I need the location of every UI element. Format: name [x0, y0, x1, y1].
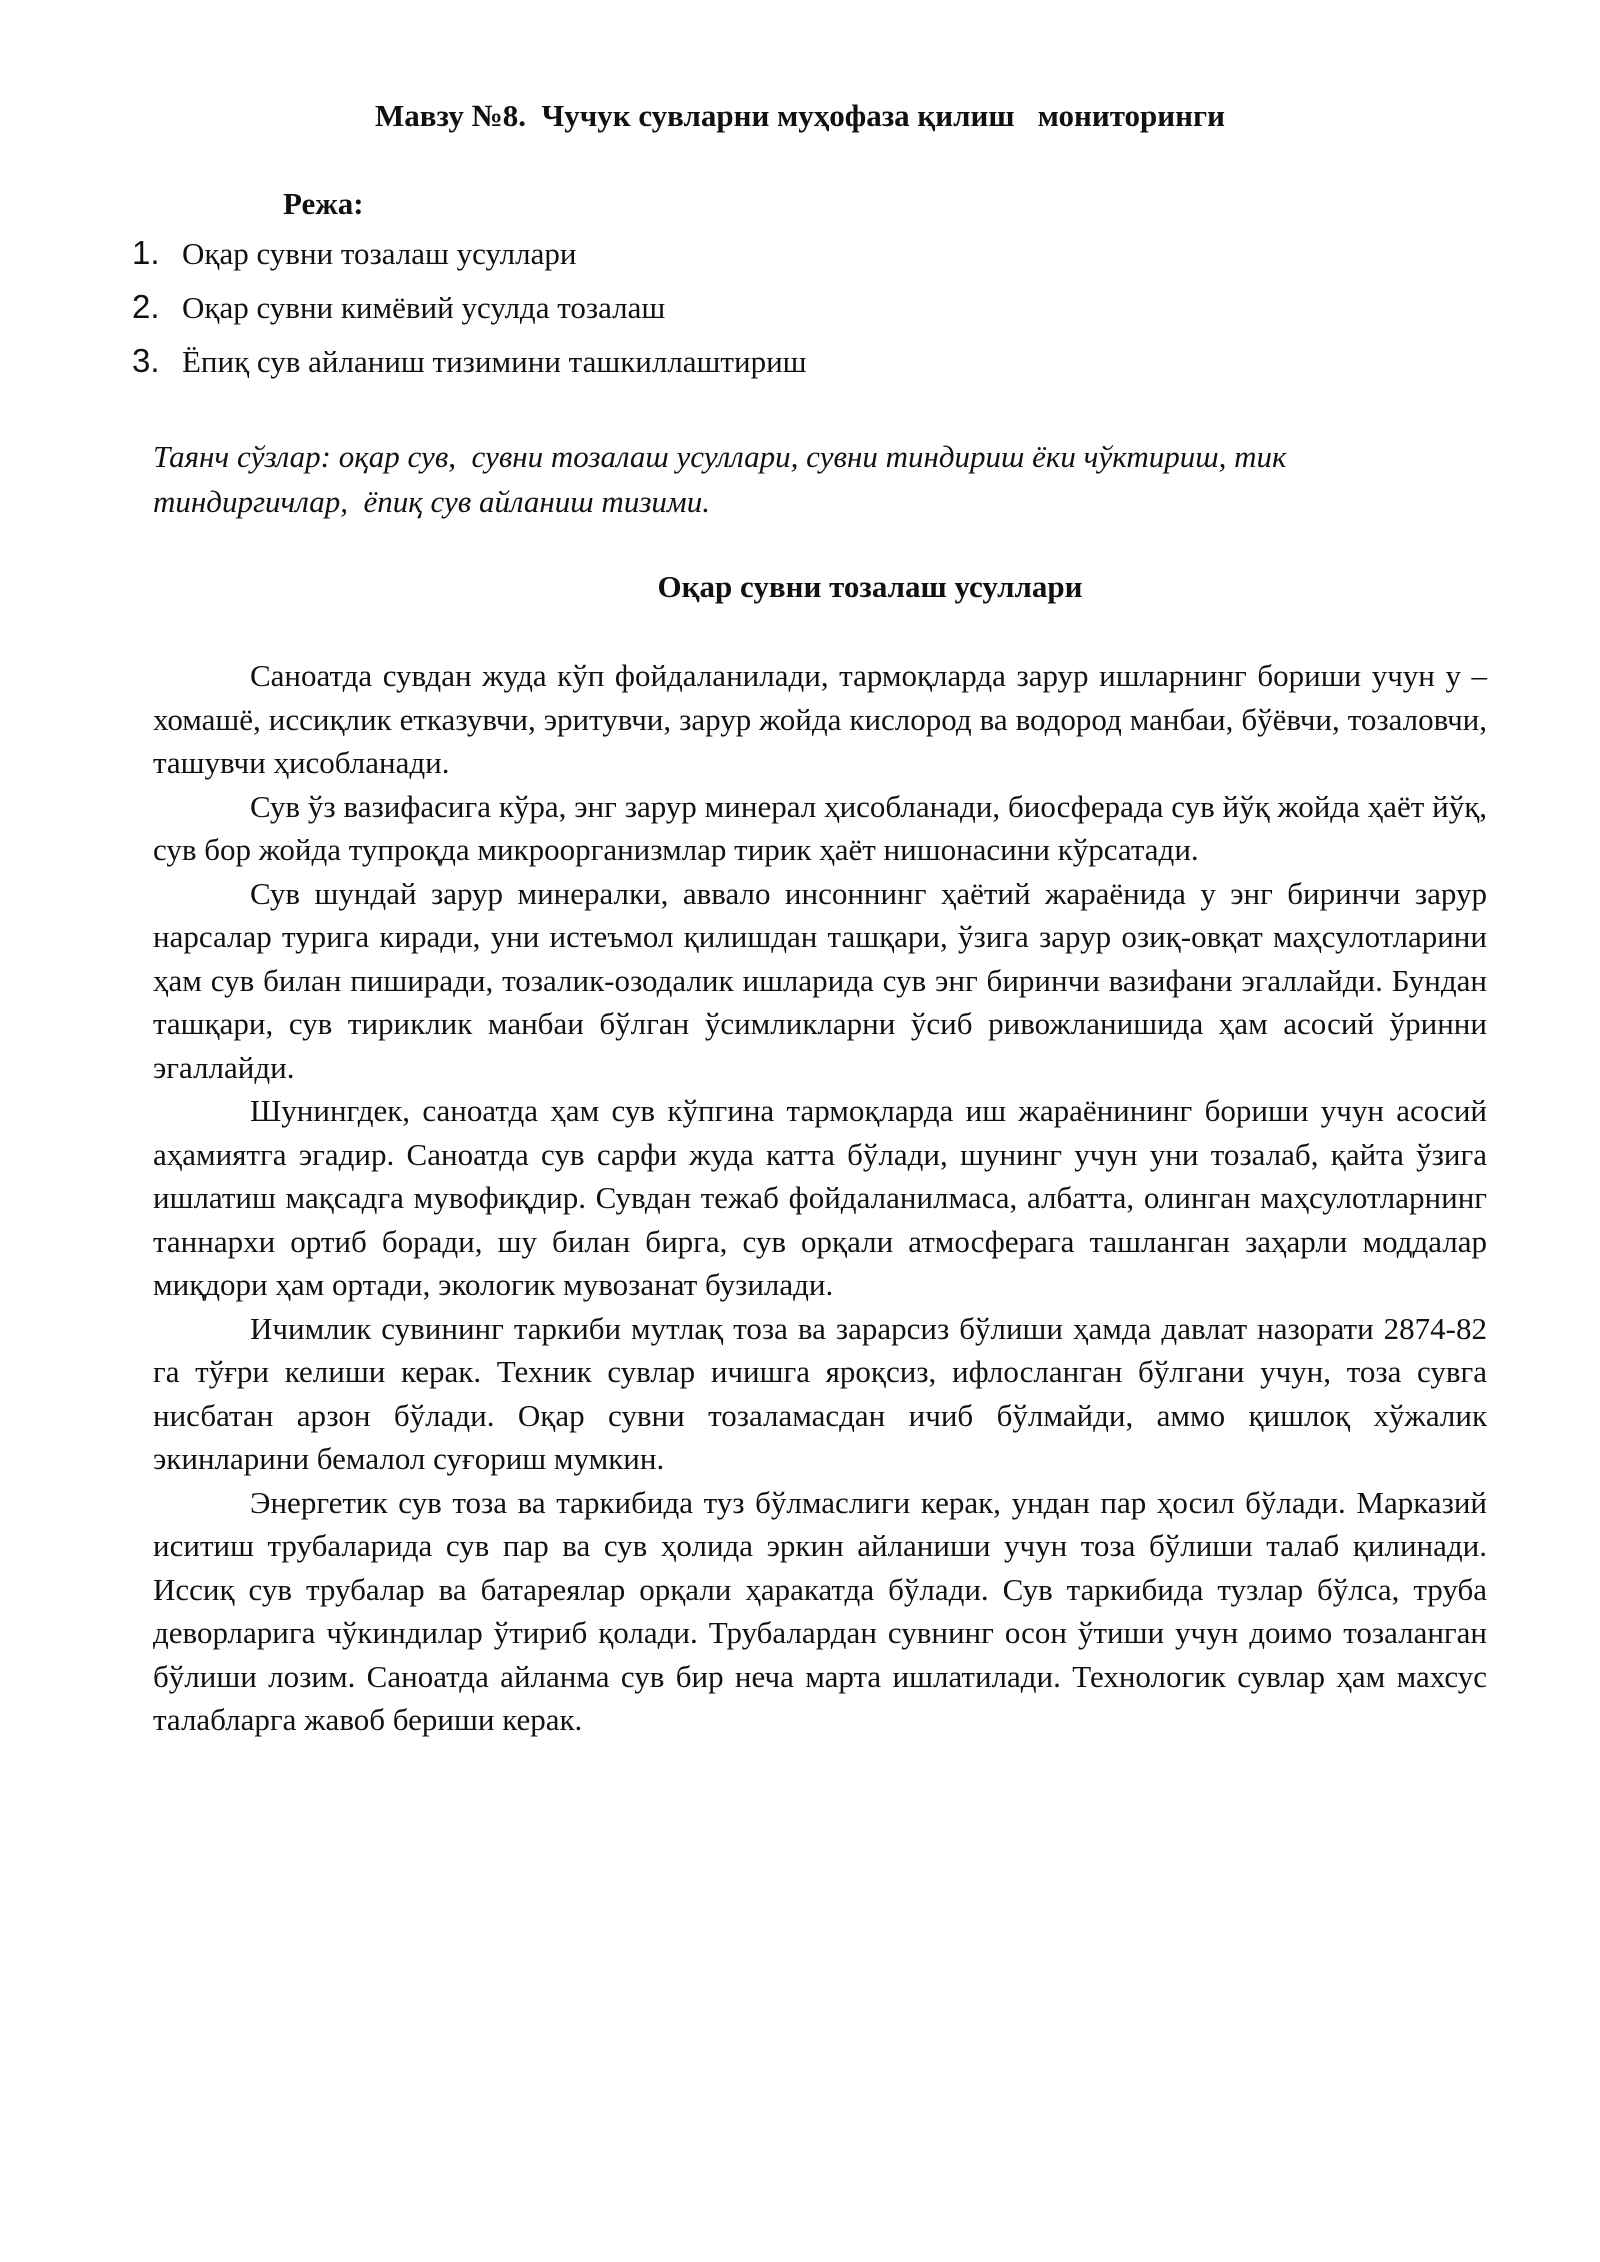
body-paragraph: Сув шундай зарур минералки, аввало инсоннинг ҳаётий жараёнида у энг биринчи зарур нарсалар турига киради, уни истеъмол қилишдан ташқари, ўзига зарур озиқ-овқат маҳсулотларини ҳам сув билан пиширади, тозалик-озодалик ишларида сув энг биринчи вазифани эгаллайди. Бундан ташқари, сув тириклик манбаи бўлган ўсимликларни ўсиб ривожланишида ҳам асосий ўринни эгаллайди.: [153, 875, 1487, 1085]
plan-item-number: 2.: [132, 288, 160, 325]
plan-item-text: Ёпиқ сув айланиш тизимини ташкиллаштириш: [182, 344, 807, 379]
plan-item: [132, 233, 1332, 287]
body-paragraph: Энергетик сув тоза ва таркибида туз бўлмаслиги керак, ундан пар ҳосил бўлади. Марказий иситиш трубаларида сув пар ва сув ҳолида эркин айланиши учун тоза бўлиши талаб қилинади. Иссиқ сув трубалар ва батареялар орқали ҳаракатда бўлади. Сув таркибида тузлар бўлса, труба деворларига чўкиндилар ўтириб қолади. Трубалардан сувнинг осон ўтиши учун доимо тозаланган бўлиши лозим. Саноатда айланма сув бир неча марта ишлатилади. Технологик сувлар ҳам махсус талабларга жавоб бериши керак.: [153, 1484, 1487, 1737]
section-title: Оқар сувни тозалаш усуллари: [657, 569, 1083, 604]
document-title: Мавзу №8. Чучук сувларни муҳофаза қилиш мониторинги: [375, 98, 1225, 133]
plan-item-number: 3.: [132, 342, 160, 379]
plan-list: [132, 233, 1332, 395]
plan-item-number: 1.: [132, 234, 160, 271]
body-text: [153, 654, 1487, 1742]
plan-item-text: Оқар сувни тозалаш усуллари: [182, 236, 577, 271]
plan-item-text: Оқар сувни кимёвий усулда тозалаш: [182, 290, 666, 325]
plan-item: [132, 287, 1332, 341]
plan-item: [132, 341, 1332, 395]
plan-heading: Режа:: [283, 186, 364, 221]
body-paragraph: Ичимлик сувининг таркиби мутлақ тоза ва зарарсиз бўлиши ҳамда давлат назорати 2874-82 га тўғри келиши керак. Техник сувлар ичишга яроқсиз, ифлосланган бўлгани учун, тоза сувга нисбатан арзон бўлади. Оқар сувни тозаламасдан ичиб бўлмайди, аммо қишлоқ хўжалик экинларини бемалол суғориш мумкин.: [153, 1310, 1487, 1476]
body-paragraph: Сув ўз вазифасига кўра, энг зарур минерал ҳисобланади, биосферада сув йўқ жойда ҳаёт йўқ, сув бор жойда тупроқда микроорганизмлар тирик ҳаёт нишонасини кўрсатади.: [153, 788, 1487, 867]
body-paragraph: Саноатда сувдан жуда кўп фойдаланилади, тармоқларда зарур ишларнинг бориши учун у – хомашё, иссиқлик етказувчи, эритувчи, зарур жойда кислород ва водород манбаи, бўёвчи, тозаловчи, ташувчи ҳисобланади.: [153, 658, 1487, 780]
body-paragraph: Шунингдек, саноатда ҳам сув кўпгина тармоқларда иш жараёнининг бориши учун асосий аҳамиятга эгадир. Саноатда сув сарфи жуда катта бўлади, шунинг учун уни тозалаб, қайта ўзига ишлатиш мақсадга мувофиқдир. Сувдан тежаб фойдаланилмаса, албатта, олинган маҳсулотларнинг таннархи ортиб боради, шу билан бирга, сув орқали атмосферага ташланган заҳарли моддалар миқдори ҳам ортади, экологик мувозанат бузилади.: [153, 1093, 1487, 1302]
keywords-paragraph: Таянч сўзлар: оқар сув, сувни тозалаш усуллари, сувни тиндириш ёки чўктириш, тик тиндиргичлар, ёпиқ сув айланиш тизими.: [153, 439, 1295, 519]
